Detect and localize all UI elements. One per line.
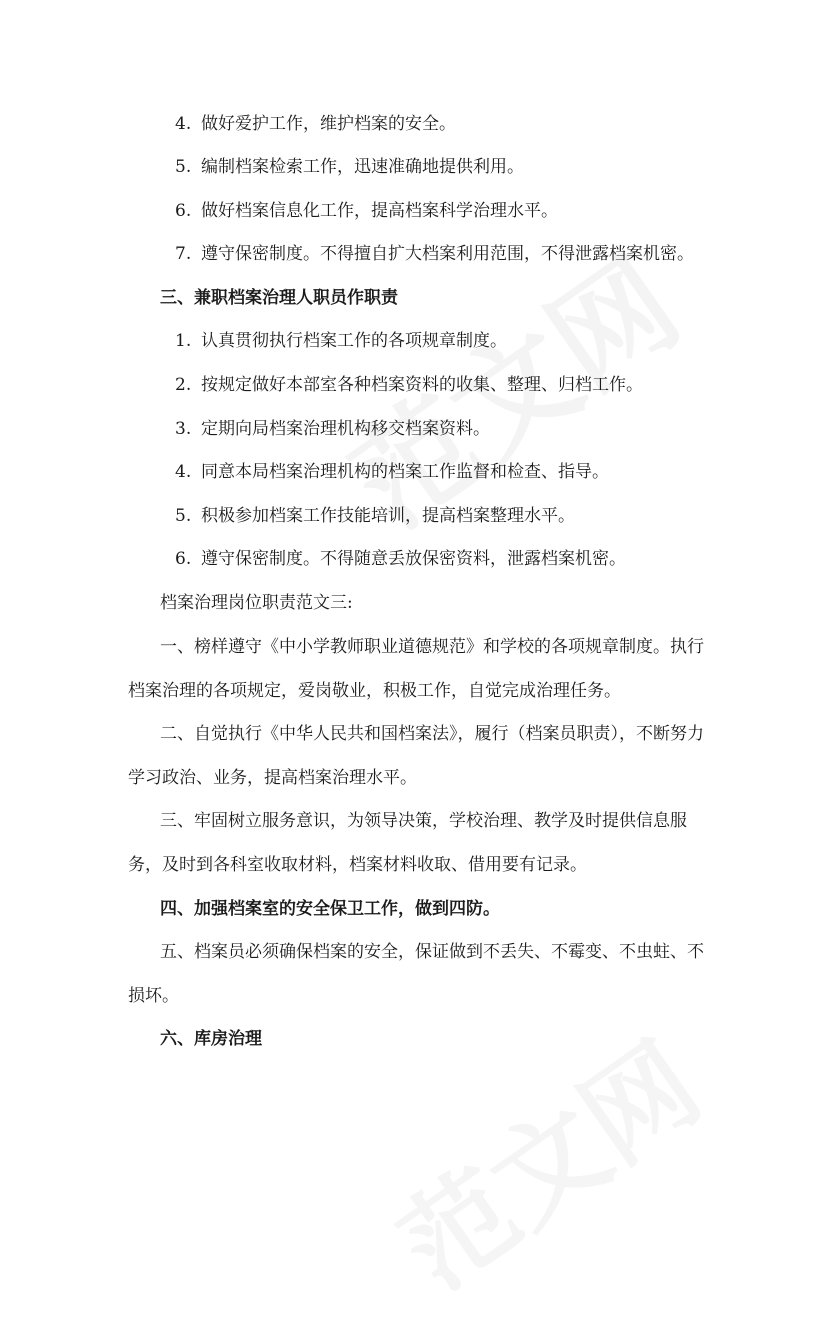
paragraph-line: 一、榜样遵守《中小学教师职业道德规范》和学校的各项规章制度。执行 [160,637,704,657]
list-item [175,418,490,440]
list-item-text: 遵守保密制度。不得随意丢放保密资料，泄露档案机密。 [201,549,626,569]
list-item-number: 5. [175,157,192,177]
paragraph-line: 学习政治、业务，提高档案治理水平。 [128,768,417,788]
paragraph-line: 三、牢固树立服务意识，为领导决策，学校治理、教学及时提供信息服 [160,811,687,831]
list-item [175,156,524,178]
paragraph-line: 五、档案员必须确保档案的安全，保证做到不丢失、不霉变、不虫蛀、不 [160,942,704,962]
paragraph-line: 档案治理的各项规定，爱岗敬业，积极工作，自觉完成治理任务。 [128,681,621,701]
watermark-bottom [365,1000,726,1318]
list-item [175,461,609,483]
list-item-number: 6. [175,549,192,569]
list-item-number: 2. [175,375,192,395]
list-item-number: 4. [175,462,192,482]
list-item-text: 按规定做好本部室各种档案资料的收集、整理、归档工作。 [201,375,643,395]
list-item-number: 5. [175,506,192,526]
list-item-number: 4. [175,114,192,134]
sample-title: 档案治理岗位职责范文三: [160,593,353,613]
list-item-text: 遵守保密制度。不得擅自扩大档案利用范围，不得泄露档案机密。 [201,244,694,264]
list-item-text: 认真贯彻执行档案工作的各项规章制度。 [201,331,507,351]
list-item-number: 6. [175,201,192,221]
list-item-number: 1. [175,331,192,351]
list-item-text: 同意本局档案治理机构的档案工作监督和检查、指导。 [201,462,609,482]
list-item-text: 做好档案信息化工作，提高档案科学治理水平。 [201,201,558,221]
list-item [175,113,456,135]
paragraph-line: 务，及时到各科室收取材料，档案材料收取、借用要有记录。 [128,855,587,875]
paragraph-line: 损坏。 [128,986,179,1006]
list-item-text: 定期向局档案治理机构移交档案资料。 [201,419,490,439]
list-item-text: 编制档案检索工作，迅速准确地提供利用。 [201,157,524,177]
list-item [175,505,575,527]
list-item-text: 做好爱护工作，维护档案的安全。 [201,114,456,134]
section-heading: 四、加强档案室的安全保卫工作，做到四防。 [160,899,500,919]
list-item [175,243,694,265]
list-item [175,200,558,222]
paragraph-line: 二、自觉执行《中华人民共和国档案法》，履行（档案员职责），不断努力 [160,724,704,744]
list-item-number: 7. [175,244,192,264]
list-item-number: 3. [175,419,192,439]
section-heading: 三、兼职档案治理人职员作职责 [160,288,398,308]
list-item [175,330,507,352]
section-heading: 六、库房治理 [160,1029,262,1049]
list-item [175,374,643,396]
list-item-text: 积极参加档案工作技能培训，提高档案整理水平。 [201,506,575,526]
list-item [175,548,626,570]
